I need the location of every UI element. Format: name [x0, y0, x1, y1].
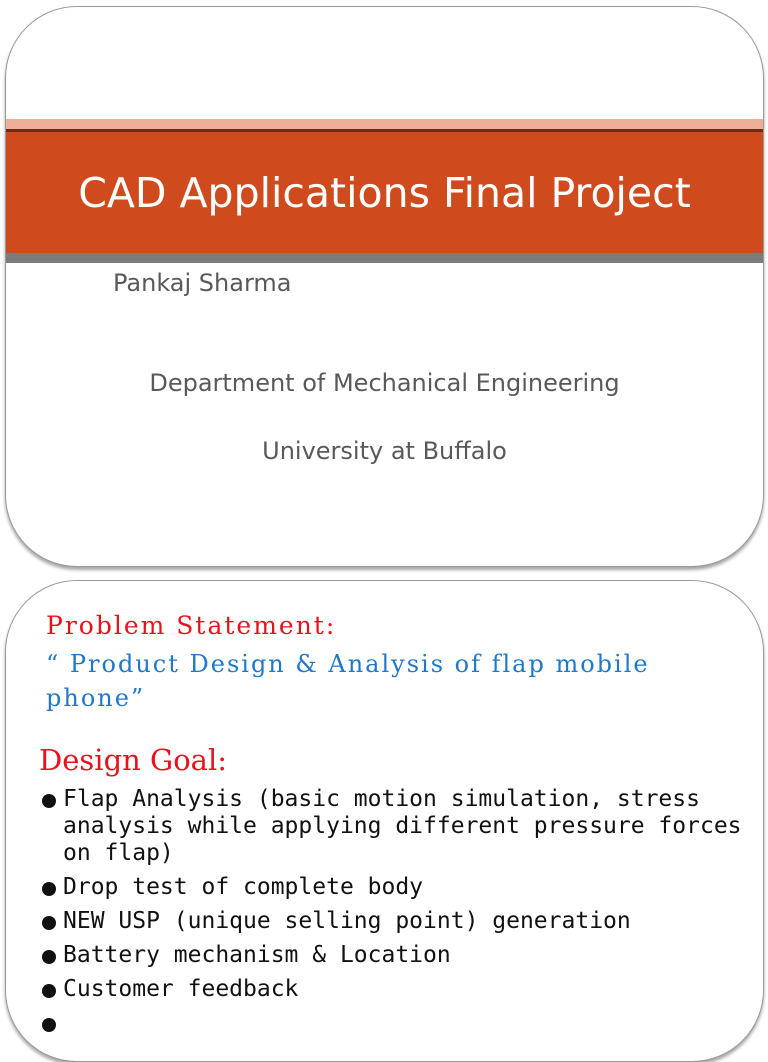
design-goal-heading: Design Goal: — [39, 743, 227, 777]
author-name: Pankaj Sharma — [113, 269, 292, 297]
problem-statement-heading: Problem Statement: — [46, 611, 337, 640]
slide-title: CAD Applications Final Project — [78, 168, 691, 217]
problem-statement-text: “ Product Design & Analysis of flap mobile phone” — [46, 650, 650, 712]
design-goal-list — [42, 786, 757, 1010]
goal-text: Flap Analysis (basic motion simulation, stress analysis while applying different pressure forces on flap) — [63, 786, 742, 866]
goal-text: Drop test of complete body — [63, 874, 424, 900]
bullet-icon — [42, 1018, 56, 1032]
bullet-icon — [42, 984, 56, 998]
department-name: Department of Mechanical Engineering — [149, 369, 620, 397]
list-item — [42, 874, 757, 901]
bullet-icon — [42, 882, 56, 896]
goal-text: NEW USP (unique selling point) generation — [63, 908, 631, 934]
bullet-icon — [42, 794, 56, 808]
bullet-icon — [42, 916, 56, 930]
university-name: University at Buffalo — [262, 437, 507, 465]
goal-text: Battery mechanism & Location — [63, 942, 451, 968]
problem-statement-slide — [5, 580, 764, 1062]
title-band-top-stripe — [6, 119, 763, 129]
list-item — [42, 942, 757, 969]
title-band-bottom-stripe — [6, 253, 763, 263]
title-slide — [5, 6, 764, 567]
goal-text: Customer feedback — [63, 976, 299, 1002]
list-item — [42, 786, 757, 867]
bullet-icon — [42, 950, 56, 964]
list-item — [42, 908, 757, 935]
list-item — [42, 976, 757, 1003]
